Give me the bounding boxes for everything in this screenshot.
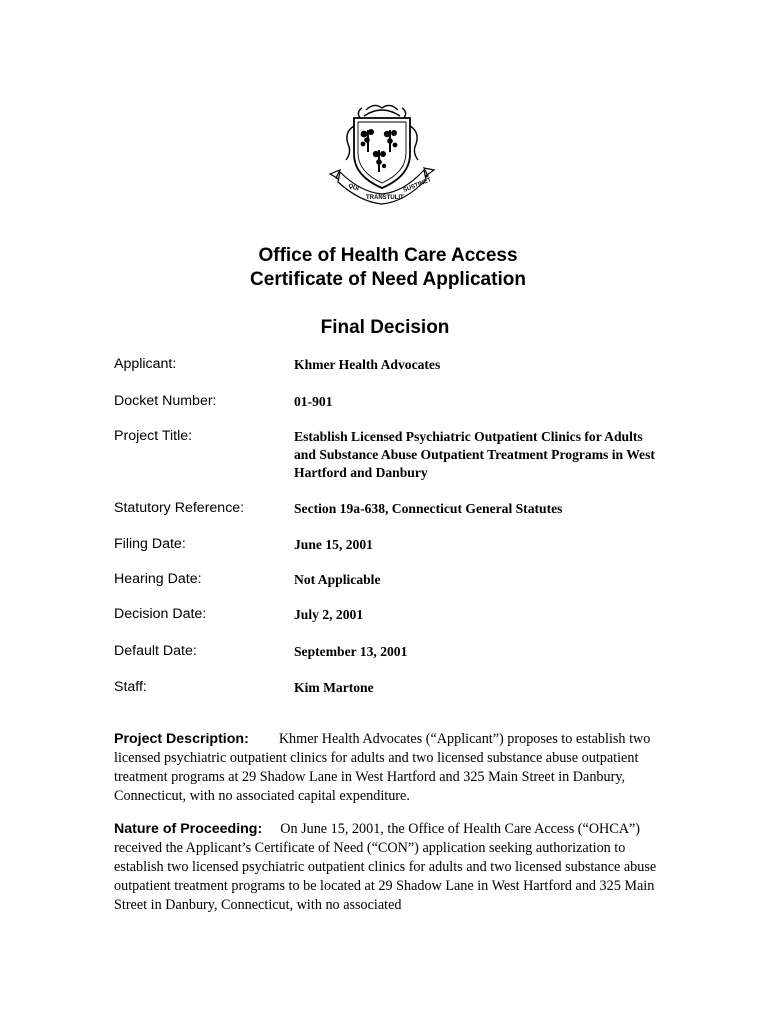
nature-of-proceeding-paragraph	[114, 820, 657, 915]
applicant-value: Khmer Health Advocates	[294, 357, 441, 372]
statutory-label: Statutory Reference:	[114, 500, 245, 516]
application-title: Certificate of Need Application	[250, 269, 526, 290]
project-description-text: Khmer Health Advocates (“Applicant”) proposes to establish two licensed psychiatric outpatient clinics for adults and two licensed substance abuse outpatient treatment programs at 29 Shadow Lane in West Hartford and 325 Main Street in Danbury, Connecticut, with no associated capital expenditure.	[114, 731, 651, 804]
filing-label: Filing Date:	[114, 536, 186, 552]
staff-value: Kim Martone	[294, 680, 374, 695]
docket-label: Docket Number:	[114, 393, 217, 409]
statutory-value: Section 19a-638, Connecticut General Statutes	[294, 501, 563, 516]
svg-text:TRANSTULIT: TRANSTULIT	[366, 195, 404, 201]
project-title-label: Project Title:	[114, 428, 193, 444]
applicant-label: Applicant:	[114, 356, 177, 372]
office-title: Office of Health Care Access	[258, 245, 518, 266]
nature-of-proceeding-text: On June 15, 2001, the Office of Health Care Access (“OHCA”) received the Applicant’s Certificate of Need (“CON”) application seeking authorization to establish two licensed psychiatric outpatient clinics for adults and two licensed substance abuse outpatient treatment programs to be located at 29 Shadow Lane in West Hartford and 325 Main Street in Danbury, Connecticut, with no associated	[114, 821, 657, 913]
hearing-value: Not Applicable	[294, 572, 381, 587]
decision-title: Final Decision	[320, 317, 450, 338]
connecticut-seal-logo	[326, 96, 438, 208]
project-title-value: Establish Licensed Psychiatric Outpatient Clinics for Adults and Substance Abuse Outpatient Treatment Programs in West Hartford and Danbury	[294, 429, 655, 480]
project-description-label: Project Description:	[114, 731, 249, 747]
hearing-label: Hearing Date:	[114, 571, 202, 587]
docket-value: 01-901	[294, 394, 333, 409]
decision-date-value: July 2, 2001	[294, 607, 364, 622]
filing-value: June 15, 2001	[294, 537, 373, 552]
staff-label: Staff:	[114, 679, 147, 695]
default-date-label: Default Date:	[114, 643, 197, 659]
decision-date-label: Decision Date:	[114, 606, 207, 622]
svg-text:QUI: QUI	[347, 183, 360, 193]
default-date-value: September 13, 2001	[294, 644, 408, 659]
nature-of-proceeding-label: Nature of Proceeding:	[114, 821, 263, 837]
svg-text:SUSTINET: SUSTINET	[402, 177, 433, 194]
project-description-paragraph	[114, 730, 657, 806]
